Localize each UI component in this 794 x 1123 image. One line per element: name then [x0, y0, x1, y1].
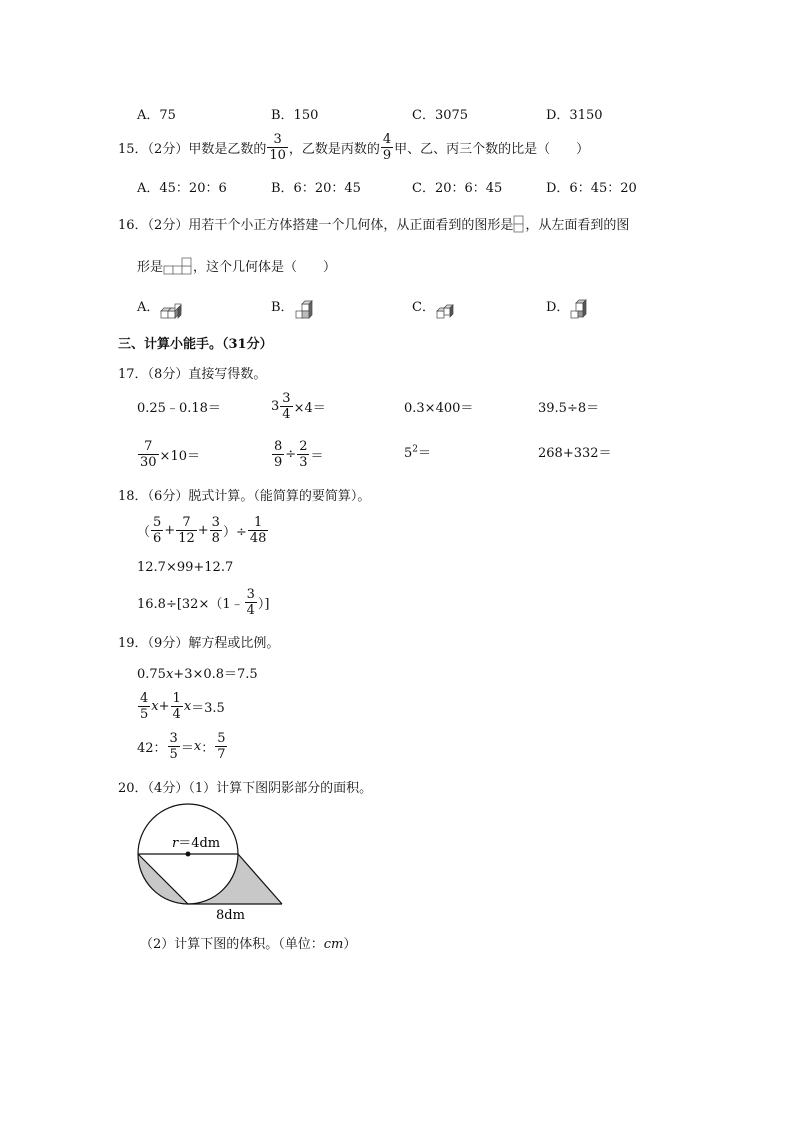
- option-c: C．3075: [412, 108, 469, 123]
- front-view-icon: [513, 215, 525, 233]
- option-b: B．6：20：45: [271, 181, 361, 196]
- cube-stack-d-icon: [569, 298, 589, 320]
- question-17-title: 17．（8分）直接写得数。: [118, 367, 267, 382]
- expression: （ $\frac{5}{6}$ + $\frac{7}{12}$ + $\frac{3}{8}$ ）÷ $\frac{1}{48}$: [137, 514, 267, 546]
- shaded-area-figure: [130, 802, 290, 924]
- question-15-text-end: 甲、乙、丙三个数的比是（ ）: [394, 141, 590, 157]
- option-a: A．: [137, 296, 185, 320]
- fraction: $\frac{3}{10}$: [269, 131, 286, 163]
- question-16-text: ，从左面看到的图: [525, 218, 630, 233]
- question-18-title: 18．（6分）脱式计算。（能简算的要简算）。: [118, 489, 371, 504]
- calc-item: 0.25﹣0.18＝: [137, 401, 221, 416]
- calc-item: 39.5÷8＝: [538, 401, 600, 416]
- cube-stack-c-icon: [435, 302, 457, 320]
- option-a: A．45：20：6: [137, 181, 227, 196]
- cube-stack-b-icon: [294, 298, 314, 320]
- calc-item: 3 $\frac{3}{4}$ ×4＝: [271, 390, 326, 422]
- expression: 16.8÷[32×（1﹣ $\frac{3}{4}$ ）]: [137, 586, 270, 618]
- radius-label: r＝4dm: [172, 836, 221, 851]
- option-a: A．75: [137, 108, 176, 123]
- question-19-title: 19．（9分）解方程或比例。: [118, 636, 280, 651]
- expression: 12.7×99+12.7: [137, 560, 234, 575]
- option-d: D．: [546, 296, 589, 320]
- calc-item: $5^2=$: [404, 444, 432, 461]
- base-label: 8dm: [216, 908, 245, 923]
- question-15-text-mid: ，乙数是丙数的: [288, 141, 380, 157]
- question-20-part2: （2）计算下图的体积。（单位：cm）: [140, 937, 357, 952]
- cube-stack-a-icon: [159, 302, 185, 320]
- question-16-line2: [137, 256, 336, 275]
- calc-item: 268+332＝: [538, 446, 612, 461]
- question-15: [118, 130, 589, 164]
- question-16-text: ，这个几何体是（ ）: [193, 260, 337, 275]
- calc-item: 0.3×400＝: [404, 401, 474, 416]
- option-b: B．: [271, 296, 314, 320]
- option-b: B．150: [271, 108, 319, 123]
- equation: 42： $\frac{3}{5}$ ＝ x ： $\frac{5}{7}$: [137, 730, 226, 762]
- option-d: D．3150: [546, 108, 603, 123]
- option-d: D．6：45：20: [546, 181, 637, 196]
- calc-item: $\frac{7}{30}$ ×10＝: [140, 438, 200, 470]
- question-20-title: 20．（4分）（1）计算下图阴影部分的面积。: [118, 781, 373, 796]
- question-16-text: 16．（2分）用若干个小正方体搭建一个几何体，从正面看到的图形是: [118, 218, 514, 233]
- question-16-text: 形是: [137, 260, 164, 275]
- option-c: C．20：6：45: [412, 181, 503, 196]
- equation: 0.75x+3×0.8＝7.5: [137, 667, 258, 682]
- section-heading: 三、计算小能手。（31分）: [118, 337, 273, 352]
- question-15-text: 15．（2分）甲数是乙数的: [118, 141, 267, 157]
- fraction: $\frac{4}{9}$: [382, 131, 392, 163]
- calc-item: $\frac{8}{9}$ ÷ $\frac{2}{3}$ ＝: [274, 438, 324, 470]
- option-c: C．: [412, 296, 457, 320]
- left-view-icon: [163, 257, 193, 275]
- question-16-line1: [118, 214, 629, 233]
- equation: $\frac{4}{5}$ x + $\frac{1}{4}$ x ＝3.5: [140, 690, 225, 722]
